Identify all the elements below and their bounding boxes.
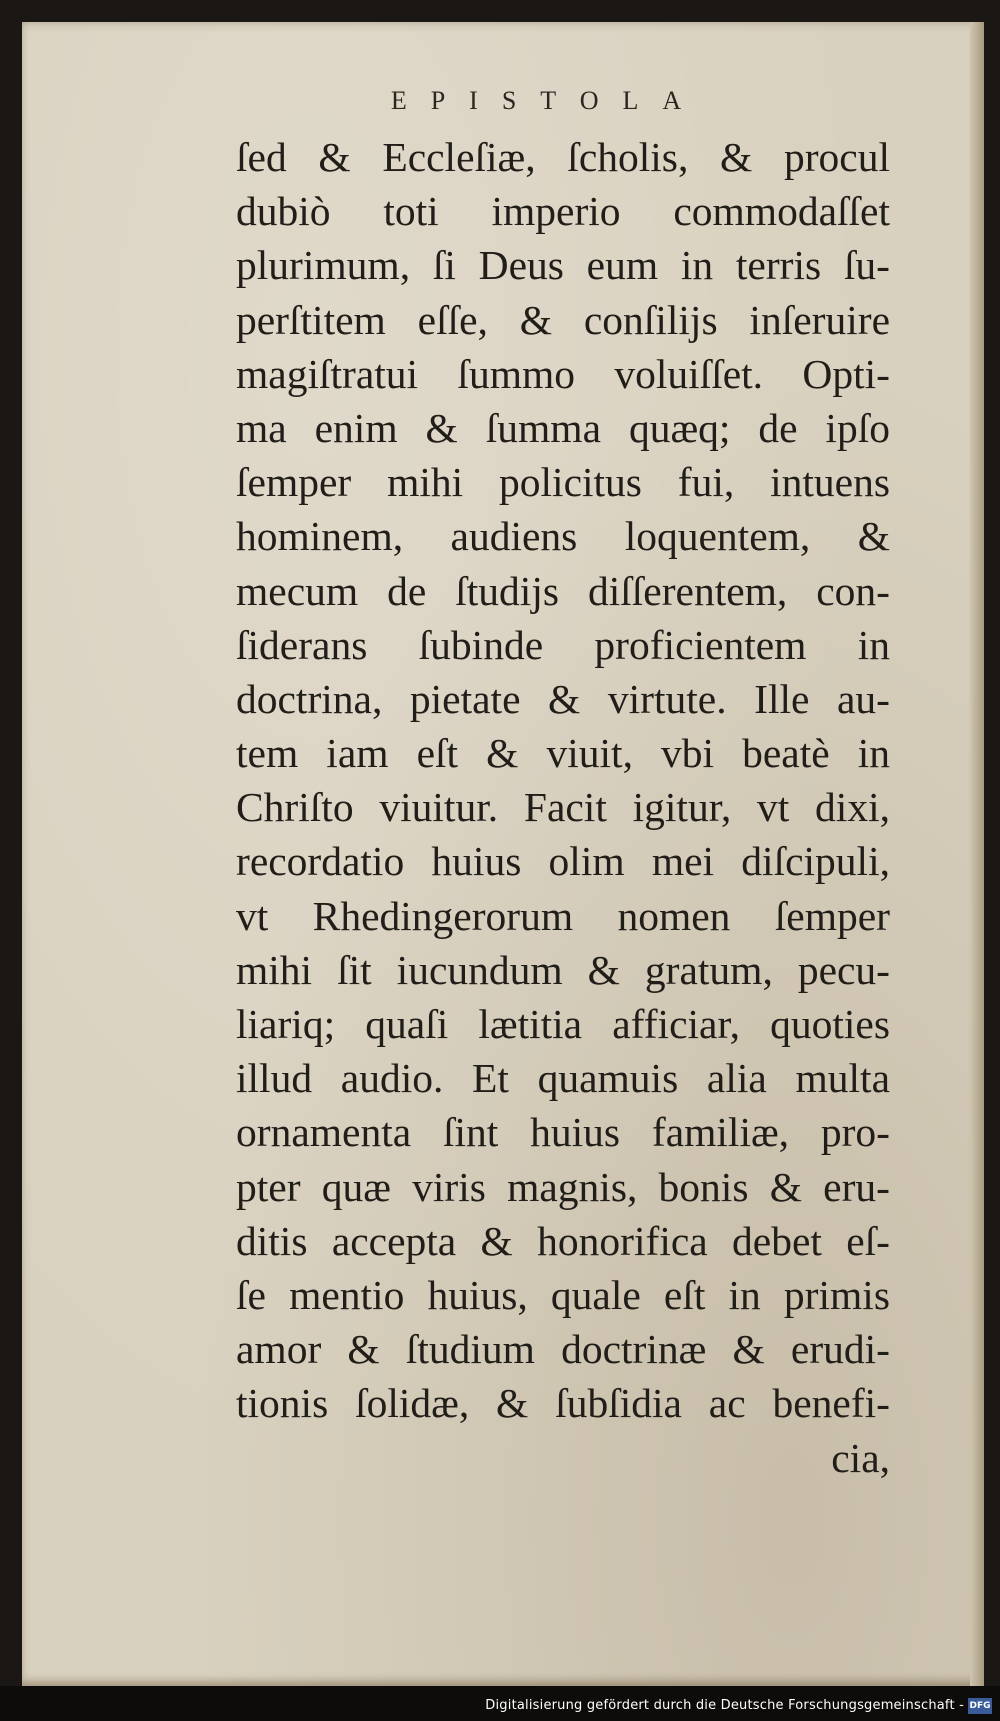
text-line: ma enim & ſumma quæq; de ipſo (236, 404, 890, 451)
text-line: doctrina, pietate & virtute. Ille au- (236, 675, 890, 722)
text-line: mecum de ſtudijs diſſerentem, con- (236, 567, 890, 614)
text-line: pter quæ viris magnis, bonis & eru- (236, 1163, 890, 1210)
text-line: tionis ſolidæ, & ſubſidia ac benefi- (236, 1380, 890, 1427)
text-line: ditis accepta & honorifica debet eſ- (236, 1217, 890, 1264)
text-line: magiſtratui ſummo voluiſſet. Opti- (236, 350, 890, 397)
text-line: illud audio. Et quamuis alia multa (236, 1055, 890, 1102)
text-line: ſe mentio huius, quale eſt in primis (236, 1271, 890, 1318)
text-line: liariq; quaſi lætitia afficiar, quoties (236, 1001, 890, 1047)
page-edge (970, 22, 984, 1686)
text-line: mihi ſit iucundum & gratum, pecu- (236, 946, 890, 993)
text-line: plurimum, ſi Deus eum in terris ſu- (236, 242, 890, 289)
text-line: hominem, audiens loquentem, & (236, 513, 890, 560)
text-line: dubiò toti imperio commodaſſet (236, 188, 890, 235)
funding-credit: Digitalisierung gefördert durch die Deutsche Forschungsgemeinschaft - (485, 1698, 964, 1713)
text-line: ſiderans ſubinde proficientem in (236, 621, 890, 668)
body-text (236, 130, 890, 1485)
text-line: ſemper mihi policitus fui, intuens (236, 459, 890, 506)
text-line: ornamenta ſint huius familiæ, pro- (236, 1109, 890, 1156)
text-line: recordatio huius olim mei diſcipuli, (236, 838, 890, 885)
running-head: EPISTOLA (390, 86, 706, 115)
dfg-logo-icon: DFG (968, 1698, 992, 1714)
text-line: Chriſto viuitur. Facit igitur, vt dixi, (236, 784, 890, 831)
text-line: vt Rhedingerorum nomen ſemper (236, 892, 890, 939)
footer-bar (0, 1686, 1000, 1721)
text-line: ſed & Eccleſiæ, ſcholis, & procul (236, 134, 890, 180)
text-line: tem iam eſt & viuit, vbi beatè in (236, 730, 890, 777)
text-line: perſtitem eſſe, & conſilijs inſeruire (236, 296, 890, 343)
catchword: cia, (831, 1434, 890, 1481)
text-line: amor & ſtudium doctrinæ & erudi- (236, 1326, 890, 1373)
book-page (22, 22, 984, 1686)
